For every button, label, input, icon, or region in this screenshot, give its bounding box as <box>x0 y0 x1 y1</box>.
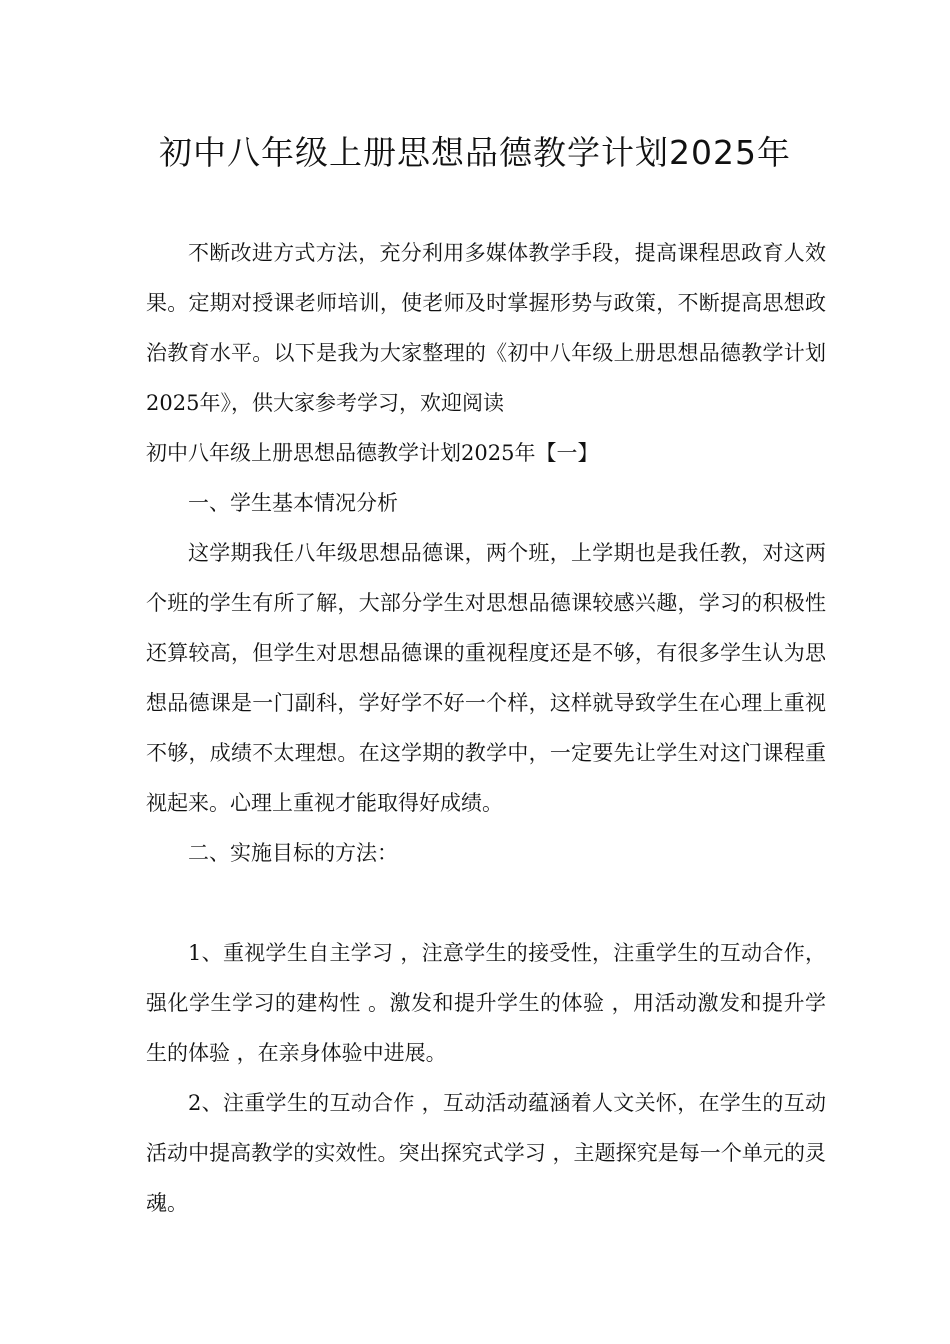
heading-methods: 二、实施目标的方法： <box>188 841 398 865</box>
blank-line <box>146 878 826 928</box>
method-item-1: 1、重视学生自主学习 ，注意学生的接受性，注重学生的互动合作，强化学生学习的建构性 。激发和提升学生的体验 ，用活动激发和提升学生的体验 ，在亲身体验中进展。 <box>146 941 826 1065</box>
method-item-2: 2、注重学生的互动合作 ，互动活动蕴涵着人文关怀，在学生的互动活动中提高教学的实效性。突出探究式学习 ，主题探究是每一个单元的灵魂。 <box>146 1091 826 1215</box>
heading-student-analysis: 一、学生基本情况分析 <box>188 491 398 515</box>
document-body <box>146 228 826 1228</box>
document-title: 初中八年级上册思想品德教学计划2025年 <box>159 133 791 172</box>
student-analysis-paragraph: 这学期我任八年级思想品德课，两个班，上学期也是我任教，对这两个班的学生有所了解，大部分学生对思想品德课较感兴趣，学习的积极性还算较高，但学生对思想品德课的重视程度还是不够，有很多学生认为思想品德课是一门副科，学好学不好一个样，这样就导致学生在心理上重视不够，成绩不太理想。在这学期的教学中，一定要先让学生对这门课程重视起来。心理上重视才能取得好成绩。 <box>146 541 826 815</box>
intro-paragraph: 不断改进方式方法，充分利用多媒体教学手段，提高课程思政育人效果。定期对授课老师培训，使老师及时掌握形势与政策，不断提高思想政治教育水平。以下是我为大家整理的《初中八年级上册思想品德教学计划2025年》，供大家参考学习，欢迎阅读 <box>146 241 826 415</box>
section-heading: 初中八年级上册思想品德教学计划2025年【一】 <box>146 441 599 465</box>
